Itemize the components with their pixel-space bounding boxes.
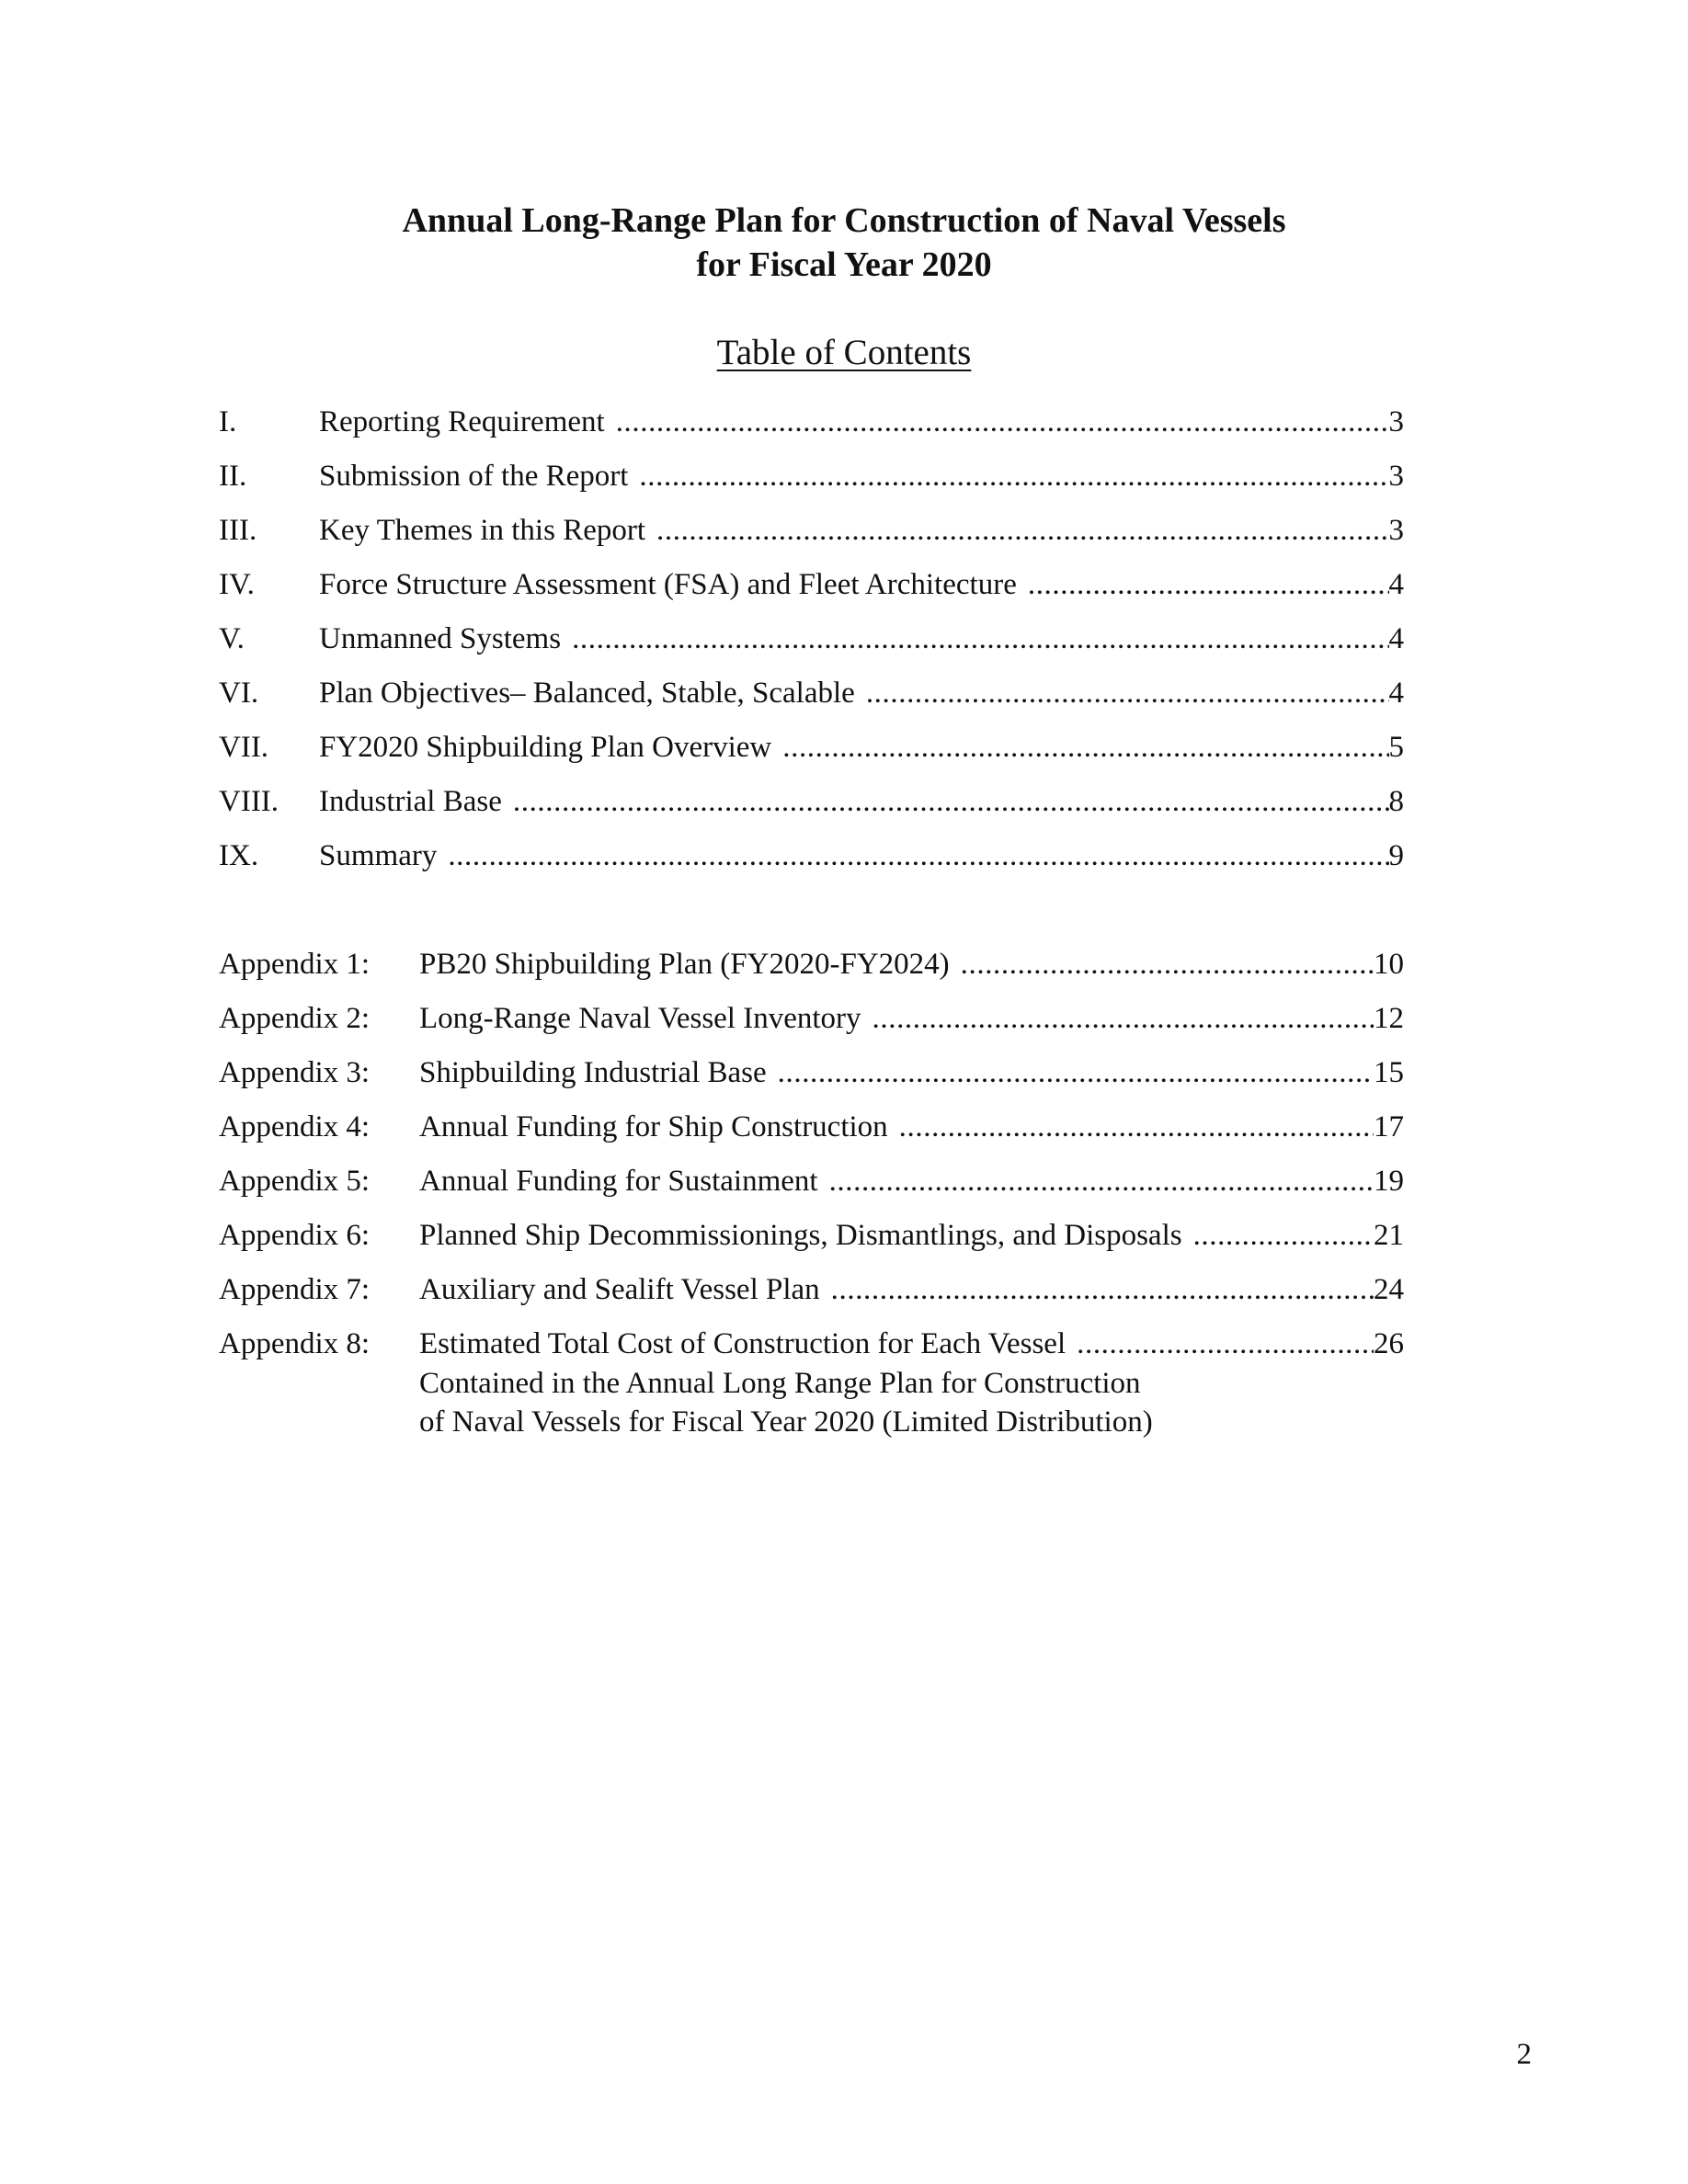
page-ref: 24 xyxy=(1374,1273,1404,1306)
dot-leader xyxy=(873,998,1374,1039)
toc-entry-section-4[interactable] xyxy=(219,564,1404,605)
appendix-title: Annual Funding for Sustainment xyxy=(419,1165,818,1198)
toc-entry-section-2[interactable] xyxy=(219,456,1404,496)
dot-leader xyxy=(899,1107,1374,1147)
toc-heading: Table of Contents xyxy=(716,333,972,372)
appendix-title: PB20 Shipbuilding Plan (FY2020-FY2024) xyxy=(419,948,950,981)
appendix-number: Appendix 6: xyxy=(219,1219,371,1252)
section-number: IV. xyxy=(219,568,255,601)
toc-entry-appendix-6[interactable] xyxy=(219,1215,1404,1256)
section-number: VII. xyxy=(219,731,269,764)
page-ref: 15 xyxy=(1374,1056,1404,1089)
appendix-8-continuation-line-1: Contained in the Annual Long Range Plan for Construction xyxy=(419,1367,1141,1400)
section-number: I. xyxy=(219,405,237,438)
section-number: VI. xyxy=(219,677,259,710)
appendix-title: Estimated Total Cost of Construction for Each Vessel xyxy=(419,1327,1066,1360)
section-title: Plan Objectives– Balanced, Stable, Scalable xyxy=(319,677,855,710)
appendix-number: Appendix 4: xyxy=(219,1110,371,1143)
page-ref: 9 xyxy=(1388,839,1404,872)
section-number: V. xyxy=(219,622,245,655)
document-title: Annual Long-Range Plan for Construction of Naval Vessels xyxy=(402,201,1286,240)
toc-entry-appendix-5[interactable] xyxy=(219,1161,1404,1201)
page-ref: 4 xyxy=(1388,677,1404,710)
dot-leader xyxy=(782,727,1388,768)
toc-entry-section-6[interactable] xyxy=(219,673,1404,713)
page-ref: 3 xyxy=(1388,514,1404,547)
appendix-title: Long-Range Naval Vessel Inventory xyxy=(419,1002,861,1035)
toc-entry-section-1[interactable] xyxy=(219,402,1404,442)
dot-leader xyxy=(639,456,1388,496)
page-ref: 17 xyxy=(1374,1110,1404,1143)
page-ref: 8 xyxy=(1388,785,1404,818)
toc-entry-appendix-1[interactable] xyxy=(219,944,1404,984)
appendix-number: Appendix 2: xyxy=(219,1002,371,1035)
toc-entry-appendix-7[interactable] xyxy=(219,1269,1404,1310)
appendix-title: Shipbuilding Industrial Base xyxy=(419,1056,767,1089)
page-ref: 3 xyxy=(1388,460,1404,493)
toc-entry-section-9[interactable] xyxy=(219,836,1404,876)
dot-leader xyxy=(513,781,1389,822)
toc-entry-appendix-2[interactable] xyxy=(219,998,1404,1039)
appendix-number: Appendix 1: xyxy=(219,948,371,981)
section-title: Industrial Base xyxy=(319,785,502,818)
toc-entry-appendix-8[interactable] xyxy=(219,1324,1404,1364)
toc-entry-appendix-3[interactable] xyxy=(219,1052,1404,1093)
toc-entry-section-5[interactable] xyxy=(219,619,1404,659)
page-ref: 3 xyxy=(1388,405,1404,438)
appendix-title: Annual Funding for Ship Construction xyxy=(419,1110,888,1143)
appendix-title: Auxiliary and Sealift Vessel Plan xyxy=(419,1273,820,1306)
appendix-number: Appendix 8: xyxy=(219,1327,371,1360)
page-ref: 12 xyxy=(1374,1002,1404,1035)
dot-leader xyxy=(961,944,1374,984)
page-ref: 4 xyxy=(1388,568,1404,601)
toc-entry-appendix-4[interactable] xyxy=(219,1107,1404,1147)
document-subtitle: for Fiscal Year 2020 xyxy=(696,245,992,284)
dot-leader xyxy=(866,673,1389,713)
section-title: Summary xyxy=(319,839,438,872)
page-ref: 21 xyxy=(1374,1219,1404,1252)
section-number: III. xyxy=(219,514,257,547)
appendix-number: Appendix 7: xyxy=(219,1273,371,1306)
section-title: Force Structure Assessment (FSA) and Fleet Architecture xyxy=(319,568,1017,601)
section-title: Key Themes in this Report xyxy=(319,514,646,547)
dot-leader xyxy=(616,402,1389,442)
dot-leader xyxy=(1028,564,1389,605)
toc-entry-section-3[interactable] xyxy=(219,510,1404,551)
dot-leader xyxy=(1193,1215,1374,1256)
section-title: Unmanned Systems xyxy=(319,622,562,655)
section-number: IX. xyxy=(219,839,259,872)
dot-leader xyxy=(656,510,1388,551)
section-number: VIII. xyxy=(219,785,279,818)
appendix-title: Planned Ship Decommissionings, Dismantlings, and Disposals xyxy=(419,1219,1182,1252)
toc-entry-section-7[interactable] xyxy=(219,727,1404,768)
dot-leader xyxy=(448,836,1388,876)
page-ref: 26 xyxy=(1374,1327,1404,1360)
section-title: Submission of the Report xyxy=(319,460,629,493)
dot-leader xyxy=(572,619,1388,659)
page-ref: 19 xyxy=(1374,1165,1404,1198)
dot-leader xyxy=(778,1052,1374,1093)
appendix-number: Appendix 5: xyxy=(219,1165,371,1198)
appendix-8-continuation-line-2: of Naval Vessels for Fiscal Year 2020 (Limited Distribution) xyxy=(419,1405,1153,1439)
section-title: FY2020 Shipbuilding Plan Overview xyxy=(319,731,772,764)
section-number: II. xyxy=(219,460,247,493)
appendix-number: Appendix 3: xyxy=(219,1056,371,1089)
page-ref: 10 xyxy=(1374,948,1404,981)
page-ref: 5 xyxy=(1388,731,1404,764)
page-ref: 4 xyxy=(1388,622,1404,655)
dot-leader xyxy=(1077,1324,1374,1364)
page-number: 2 xyxy=(1516,2038,1532,2071)
dot-leader xyxy=(829,1161,1374,1201)
dot-leader xyxy=(831,1269,1374,1310)
section-title: Reporting Requirement xyxy=(319,405,605,438)
toc-entry-section-8[interactable] xyxy=(219,781,1404,822)
